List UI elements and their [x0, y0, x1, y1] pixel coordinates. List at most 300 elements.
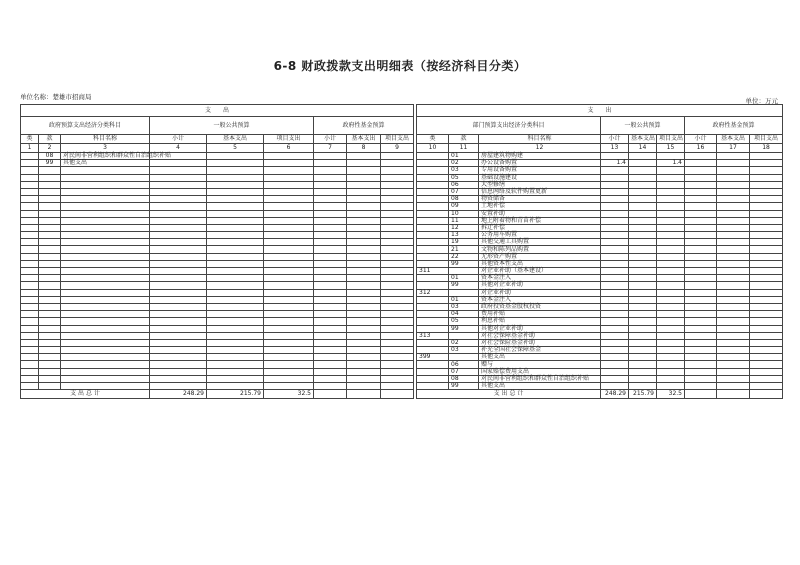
amount-cell [717, 153, 750, 160]
item-code-cell [39, 253, 61, 260]
amount-cell [314, 210, 347, 217]
amount-cell [750, 253, 783, 260]
class-code-cell [417, 153, 449, 160]
left-classification-header: 政府预算支出经济分类科目 [21, 117, 150, 135]
class-cell [21, 188, 39, 195]
basic-cell [629, 167, 657, 174]
amount-cell [347, 303, 381, 310]
amount-cell [750, 339, 783, 346]
item-name-cell: 费用补贴 [479, 311, 601, 318]
amount-cell [347, 188, 381, 195]
amount-cell [150, 383, 207, 390]
item-code-cell [39, 332, 61, 339]
class-code-cell [417, 253, 449, 260]
amount-cell [717, 253, 750, 260]
amount-cell [314, 289, 347, 296]
table-row [21, 217, 414, 224]
subtotal-cell [601, 318, 629, 325]
basic-cell [629, 282, 657, 289]
amount-cell [150, 188, 207, 195]
amount-cell [685, 181, 717, 188]
amount-cell [314, 232, 347, 239]
table-row [417, 253, 783, 260]
amount-cell [685, 196, 717, 203]
item-name-cell: 其他资本性支出 [479, 260, 601, 267]
amount-cell [150, 203, 207, 210]
table-row [417, 268, 783, 275]
amount-cell [314, 390, 347, 399]
col-fund-basic-header: 基本支出 [717, 135, 750, 144]
amount-cell [381, 239, 414, 246]
item-name-cell: 对社会保障基金补助 [479, 332, 601, 339]
col-item-header: 款 [39, 135, 61, 144]
amount-cell [685, 296, 717, 303]
amount-cell [150, 181, 207, 188]
class-cell [21, 153, 39, 160]
amount-cell [150, 224, 207, 231]
col-number: 2 [39, 144, 61, 153]
class-cell [21, 160, 39, 167]
amount-cell [314, 260, 347, 267]
amount-cell [750, 275, 783, 282]
project-cell [657, 354, 685, 361]
basic-cell [629, 260, 657, 267]
amount-cell [717, 332, 750, 339]
class-cell [21, 260, 39, 267]
basic-cell [629, 354, 657, 361]
amount-cell [381, 339, 414, 346]
amount-cell [207, 167, 264, 174]
class-cell [21, 383, 39, 390]
amount-cell [717, 232, 750, 239]
amount-cell [207, 375, 264, 382]
item-code-cell [39, 347, 61, 354]
col-number: 6 [264, 144, 314, 153]
subtotal-cell [601, 354, 629, 361]
amount-cell [347, 318, 381, 325]
amount-cell [314, 253, 347, 260]
amount-cell [150, 361, 207, 368]
amount-cell [264, 303, 314, 310]
amount-cell [347, 239, 381, 246]
item-name-cell: 土地补偿 [479, 203, 601, 210]
amount-cell [207, 296, 264, 303]
amount-cell [264, 383, 314, 390]
item-name-cell [61, 289, 150, 296]
basic-cell [629, 210, 657, 217]
amount-cell [685, 383, 717, 390]
class-cell [21, 354, 39, 361]
item-code-cell [39, 239, 61, 246]
table-row [21, 289, 414, 296]
amount-cell [207, 311, 264, 318]
item-name-cell [61, 268, 150, 275]
amount-cell [150, 325, 207, 332]
col-basic-header: 基本支出 [207, 135, 264, 144]
class-cell [21, 275, 39, 282]
amount-cell [381, 217, 414, 224]
amount-cell [207, 289, 264, 296]
amount-cell [314, 375, 347, 382]
amount-cell [347, 203, 381, 210]
item-name-cell [61, 188, 150, 195]
project-cell [657, 224, 685, 231]
class-code-cell [417, 375, 449, 382]
amount-cell [207, 260, 264, 267]
amount-cell [750, 325, 783, 332]
item-code-cell: 21 [449, 246, 479, 253]
basic-cell [629, 246, 657, 253]
item-code-cell: 05 [449, 318, 479, 325]
col-project-header: 项目支出 [657, 135, 685, 144]
total-subtotal: 248.29 [601, 390, 629, 399]
amount-cell [717, 354, 750, 361]
item-name-cell [61, 232, 150, 239]
amount-cell [347, 282, 381, 289]
item-name-cell [61, 275, 150, 282]
table-row [21, 311, 414, 318]
amount-cell [207, 239, 264, 246]
basic-cell [629, 318, 657, 325]
basic-cell [629, 375, 657, 382]
class-cell [21, 268, 39, 275]
amount-cell [150, 275, 207, 282]
table-row [21, 260, 414, 267]
col-number: 11 [449, 144, 479, 153]
amount-cell [207, 246, 264, 253]
col-number: 8 [347, 144, 381, 153]
amount-cell [347, 160, 381, 167]
class-code-cell [417, 282, 449, 289]
item-name-cell: 拆迁补偿 [479, 224, 601, 231]
amount-cell [717, 282, 750, 289]
amount-cell [750, 296, 783, 303]
item-name-cell: 资本金注入 [479, 275, 601, 282]
item-name-cell [61, 210, 150, 217]
item-code-cell: 08 [39, 153, 61, 160]
item-name-cell [61, 332, 150, 339]
project-cell [657, 275, 685, 282]
class-cell [21, 181, 39, 188]
amount-cell [347, 275, 381, 282]
table-row [417, 383, 783, 390]
amount-cell [150, 160, 207, 167]
item-code-cell: 06 [449, 181, 479, 188]
amount-cell [750, 160, 783, 167]
amount-cell [207, 253, 264, 260]
table-row [21, 361, 414, 368]
item-name-cell: 对民间非营利组织和群众性自治组织补贴 [61, 153, 150, 160]
class-code-cell [417, 296, 449, 303]
amount-cell [381, 232, 414, 239]
amount-cell [381, 318, 414, 325]
item-code-cell [39, 246, 61, 253]
amount-cell [750, 282, 783, 289]
subtotal-cell [601, 174, 629, 181]
item-code-cell: 07 [449, 368, 479, 375]
project-cell [657, 332, 685, 339]
item-code-cell [39, 181, 61, 188]
amount-cell [150, 375, 207, 382]
amount-cell [750, 210, 783, 217]
amount-cell [264, 311, 314, 318]
class-code-cell: 399 [417, 354, 449, 361]
project-cell [657, 232, 685, 239]
item-name-cell [61, 246, 150, 253]
amount-cell [150, 239, 207, 246]
class-code-cell [417, 174, 449, 181]
project-cell: 1.4 [657, 160, 685, 167]
class-code-cell: 313 [417, 332, 449, 339]
project-cell [657, 210, 685, 217]
amount-cell [381, 196, 414, 203]
col-fund-subtotal-header: 小计 [685, 135, 717, 144]
class-cell [21, 296, 39, 303]
amount-cell [207, 383, 264, 390]
class-cell [21, 224, 39, 231]
item-code-cell: 11 [449, 217, 479, 224]
amount-cell [207, 339, 264, 346]
project-cell [657, 246, 685, 253]
amount-cell [264, 217, 314, 224]
amount-cell [381, 268, 414, 275]
amount-cell [717, 339, 750, 346]
amount-cell [264, 203, 314, 210]
amount-cell [347, 253, 381, 260]
subtotal-cell [601, 347, 629, 354]
item-code-cell [39, 318, 61, 325]
class-cell [21, 361, 39, 368]
item-code-cell: 08 [449, 375, 479, 382]
amount-cell [381, 375, 414, 382]
amount-cell [150, 368, 207, 375]
subtotal-cell [601, 210, 629, 217]
table-row [21, 174, 414, 181]
class-code-cell [417, 210, 449, 217]
amount-cell [264, 325, 314, 332]
amount-cell [685, 239, 717, 246]
item-code-cell: 08 [449, 196, 479, 203]
col-number: 13 [601, 144, 629, 153]
item-name-cell: 对企业补助 [479, 289, 601, 296]
unit-name: 单位名称：楚雄市招商局 [20, 93, 92, 101]
table-row [417, 160, 783, 167]
item-name-cell: 其他支出 [479, 383, 601, 390]
amount-cell [150, 246, 207, 253]
basic-cell [629, 160, 657, 167]
item-code-cell [39, 224, 61, 231]
item-name-cell [61, 167, 150, 174]
basic-cell [629, 232, 657, 239]
class-cell [21, 210, 39, 217]
amount-cell [314, 246, 347, 253]
amount-cell [347, 174, 381, 181]
amount-cell [150, 332, 207, 339]
item-name-cell [61, 224, 150, 231]
amount-cell [717, 311, 750, 318]
table-row [417, 289, 783, 296]
amount-cell [381, 383, 414, 390]
col-number: 18 [750, 144, 783, 153]
subtotal-cell [601, 268, 629, 275]
amount-cell [264, 339, 314, 346]
amount-cell [150, 303, 207, 310]
basic-cell [629, 275, 657, 282]
class-code-cell [417, 203, 449, 210]
item-code-cell [39, 210, 61, 217]
table-row [21, 375, 414, 382]
subtotal-cell [601, 167, 629, 174]
amount-cell [750, 217, 783, 224]
table-row [21, 368, 414, 375]
amount-cell [207, 181, 264, 188]
table-row [21, 246, 414, 253]
amount-cell [347, 368, 381, 375]
class-code-cell [417, 275, 449, 282]
table-row [21, 296, 414, 303]
project-cell [657, 361, 685, 368]
item-name-cell [61, 260, 150, 267]
project-cell [657, 347, 685, 354]
class-code-cell [417, 239, 449, 246]
class-cell [21, 232, 39, 239]
amount-cell [150, 282, 207, 289]
amount-cell [685, 375, 717, 382]
col-number: 4 [150, 144, 207, 153]
amount-cell [347, 246, 381, 253]
amount-cell [264, 210, 314, 217]
amount-cell [717, 268, 750, 275]
subtotal-cell [601, 303, 629, 310]
col-fund-project-header: 项目支出 [381, 135, 414, 144]
table-row [21, 167, 414, 174]
item-code-cell [39, 354, 61, 361]
class-cell [21, 325, 39, 332]
class-code-cell [417, 160, 449, 167]
item-name-cell [61, 282, 150, 289]
subtotal-cell [601, 368, 629, 375]
amount-cell [685, 282, 717, 289]
amount-cell [314, 239, 347, 246]
project-cell [657, 311, 685, 318]
basic-cell [629, 303, 657, 310]
class-cell [21, 347, 39, 354]
item-name-cell: 地上附着物和青苗补偿 [479, 217, 601, 224]
subtotal-cell [601, 311, 629, 318]
amount-cell [150, 167, 207, 174]
amount-cell [150, 268, 207, 275]
table-row [417, 196, 783, 203]
left-section-header: 支 出 [21, 105, 414, 117]
item-code-cell [39, 188, 61, 195]
subtotal-cell [601, 181, 629, 188]
basic-cell [629, 224, 657, 231]
amount-cell [314, 311, 347, 318]
amount-cell [717, 347, 750, 354]
amount-cell [264, 174, 314, 181]
amount-cell [314, 217, 347, 224]
amount-cell [264, 318, 314, 325]
amount-cell [750, 383, 783, 390]
amount-cell [717, 368, 750, 375]
amount-cell [685, 289, 717, 296]
amount-cell [685, 275, 717, 282]
amount-cell [717, 174, 750, 181]
project-cell [657, 181, 685, 188]
amount-cell [381, 153, 414, 160]
amount-cell [150, 296, 207, 303]
project-cell [657, 174, 685, 181]
table-row [21, 253, 414, 260]
amount-cell [381, 260, 414, 267]
item-name-cell: 信息网络及软件购置更新 [479, 188, 601, 195]
class-code-cell [417, 181, 449, 188]
amount-cell [207, 268, 264, 275]
item-name-cell [61, 296, 150, 303]
amount-cell [717, 275, 750, 282]
item-name-cell [61, 354, 150, 361]
class-cell [21, 246, 39, 253]
table-row [21, 347, 414, 354]
table-row [417, 339, 783, 346]
item-name-cell [61, 325, 150, 332]
table-row [21, 318, 414, 325]
col-number: 7 [314, 144, 347, 153]
project-cell [657, 289, 685, 296]
item-code-cell: 99 [449, 282, 479, 289]
amount-cell [314, 224, 347, 231]
class-cell [21, 375, 39, 382]
amount-cell [381, 188, 414, 195]
amount-cell [314, 354, 347, 361]
amount-cell [314, 268, 347, 275]
subtotal-cell [601, 332, 629, 339]
item-code-cell [39, 325, 61, 332]
item-name-cell: 基础设施建设 [479, 174, 601, 181]
basic-cell [629, 332, 657, 339]
amount-cell [685, 153, 717, 160]
amount-cell [685, 217, 717, 224]
item-name-cell: 办公设备购置 [479, 160, 601, 167]
amount-cell [150, 260, 207, 267]
item-code-cell [39, 361, 61, 368]
table-row [21, 196, 414, 203]
amount-cell [717, 246, 750, 253]
amount-cell [347, 217, 381, 224]
amount-cell [750, 347, 783, 354]
amount-cell [347, 311, 381, 318]
amount-cell [750, 375, 783, 382]
amount-cell [750, 311, 783, 318]
item-code-cell: 02 [449, 339, 479, 346]
table-row [21, 339, 414, 346]
item-name-cell [61, 181, 150, 188]
item-code-cell: 99 [449, 260, 479, 267]
amount-cell [381, 246, 414, 253]
item-name-cell: 大型修缮 [479, 181, 601, 188]
amount-cell [685, 368, 717, 375]
amount-cell [314, 174, 347, 181]
basic-cell [629, 339, 657, 346]
amount-cell [685, 303, 717, 310]
amount-cell [264, 181, 314, 188]
amount-cell [150, 347, 207, 354]
amount-cell [314, 282, 347, 289]
amount-cell [685, 188, 717, 195]
amount-cell [717, 196, 750, 203]
left-expenditure-table [20, 104, 414, 399]
item-code-cell: 22 [449, 253, 479, 260]
